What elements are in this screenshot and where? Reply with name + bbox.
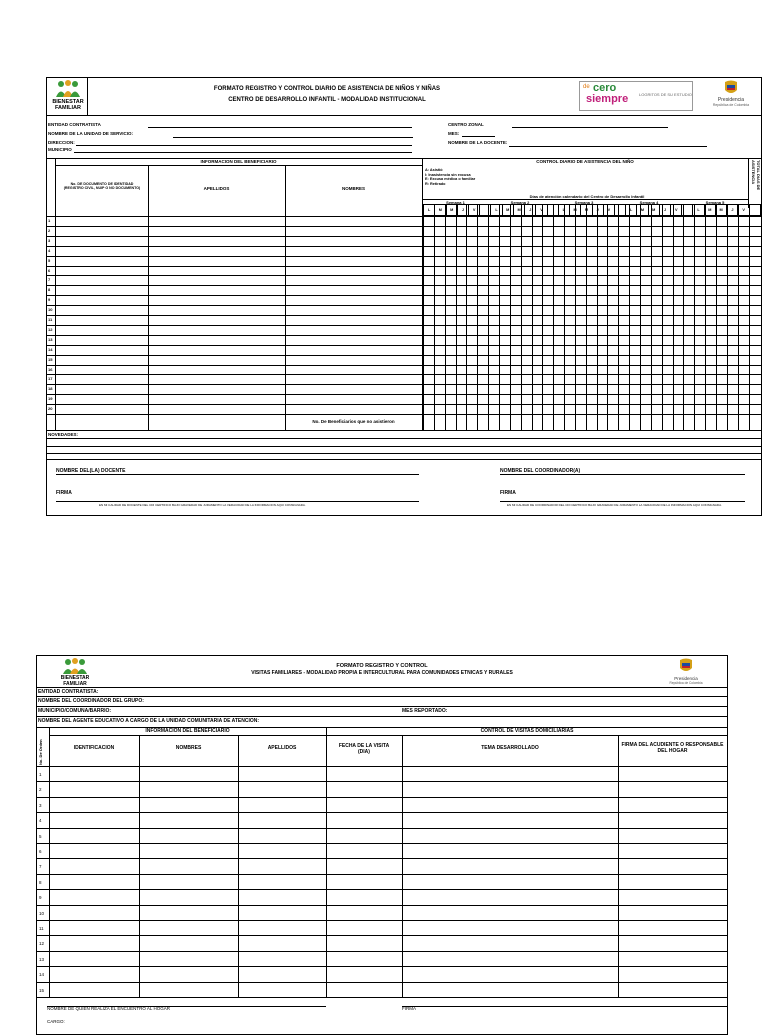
day-header-cell: V xyxy=(738,205,749,216)
logo-line-1: BIENESTAR xyxy=(52,99,84,105)
municipio-label: MUNICIPIO xyxy=(48,147,72,152)
row-number: 6 xyxy=(39,849,42,854)
coat-of-arms-icon xyxy=(702,80,760,96)
logo-line-2: FAMILIAR xyxy=(55,105,81,111)
day-column-divider xyxy=(586,204,587,430)
identificacion-header: IDENTIFICACION xyxy=(73,745,115,751)
row-number: 14 xyxy=(39,972,45,978)
day-header-cell: M xyxy=(502,205,513,216)
day-column-divider xyxy=(673,204,674,430)
row-number: 3 xyxy=(48,237,51,243)
presidencia-logo xyxy=(702,80,760,110)
day-column-divider xyxy=(445,204,446,430)
day-header-cell: L xyxy=(693,205,704,216)
day-column-divider xyxy=(749,204,750,430)
day-column-divider xyxy=(727,204,728,430)
beneficiary-row[interactable] xyxy=(56,216,422,226)
day-header-cell: J xyxy=(659,205,670,216)
day-spacer-cell xyxy=(480,205,491,216)
visit-row[interactable] xyxy=(50,843,726,858)
visit-row[interactable] xyxy=(50,889,726,904)
day-header-cell: J xyxy=(592,205,603,216)
row-number: 3 xyxy=(39,802,42,808)
visit-row[interactable] xyxy=(50,812,726,827)
nombres-header: NOMBRES xyxy=(175,745,202,751)
day-column-divider xyxy=(651,204,652,430)
attendance-legend xyxy=(425,168,475,186)
day-header-cell: M xyxy=(435,205,446,216)
row-number: 13 xyxy=(39,956,45,962)
day-header-cell: M xyxy=(637,205,648,216)
form-subtitle: VISITAS FAMILIARES - MODALIDAD PROPIA E INTERCULTURAL PARA COMUNIDADES ETNICAS Y RURALES xyxy=(251,670,513,676)
coordinador-signature-label: NOMBRE DEL COORDINADOR(A) xyxy=(500,468,581,474)
brand-siempre: siempre xyxy=(586,93,629,105)
icbf-logo xyxy=(50,80,86,112)
certificacion-coordinador: EN MI CALIDAD DE COORDINADOR DEL CDI CERTIFICO BAJO GRAVEDAD DE JURAMENTO LA VERACIDAD DE LA INFORMACION AQUI CONSIGNADA. xyxy=(507,503,722,507)
beneficiary-row[interactable] xyxy=(56,246,422,256)
row-number: 10 xyxy=(39,910,45,916)
beneficiary-row[interactable] xyxy=(56,236,422,246)
tema-header: TEMA DESARROLLADO xyxy=(481,745,539,751)
legend-item: I: Inasistencia sin excusa xyxy=(425,172,471,177)
day-column-divider xyxy=(510,204,511,430)
day-column-divider xyxy=(618,204,619,430)
row-number: 7 xyxy=(48,277,51,283)
day-header-cell: J xyxy=(457,205,468,216)
row-number: 16 xyxy=(48,366,53,372)
day-column-divider xyxy=(640,204,641,430)
day-column-divider xyxy=(694,204,695,430)
firma-label: FIRMA xyxy=(402,1006,416,1011)
visit-row[interactable] xyxy=(50,858,726,873)
day-column-divider xyxy=(607,204,608,430)
coordinador-signature-line[interactable] xyxy=(500,474,745,475)
row-divider xyxy=(37,997,727,998)
beneficiary-row[interactable] xyxy=(56,325,422,335)
day-column-divider xyxy=(477,204,478,430)
beneficiary-row[interactable] xyxy=(56,335,422,345)
beneficiary-row[interactable] xyxy=(56,355,422,365)
firma-coordinador-label: FIRMA xyxy=(500,490,516,496)
visit-row[interactable] xyxy=(50,781,726,796)
day-column-divider xyxy=(456,204,457,430)
row-number: 15 xyxy=(48,356,53,362)
day-column-divider xyxy=(466,204,467,430)
docente-signature-label: NOMBRE DEL(LA) DOCENTE xyxy=(56,468,126,474)
day-column-divider xyxy=(488,204,489,430)
municipio-label: MUNICIPIO/COMUNA/BARRIO: xyxy=(38,708,112,714)
day-header-row xyxy=(423,204,761,216)
presidencia-logo xyxy=(660,658,712,686)
row-number: 14 xyxy=(48,346,53,352)
mes-label: MES: xyxy=(448,131,460,136)
brand-cero: cero xyxy=(593,82,617,94)
beneficiary-row[interactable] xyxy=(56,275,422,285)
presidencia-subtitle: República de Colombia xyxy=(669,681,703,685)
day-header-cell: V xyxy=(603,205,614,216)
day-header-cell: M xyxy=(581,205,592,216)
brand-de: de xyxy=(583,84,590,90)
day-header-cell: V xyxy=(469,205,480,216)
day-header-cell: V xyxy=(536,205,547,216)
no-asistieron-label: No. De Beneficiarios que no asistieron xyxy=(312,419,395,424)
day-column-divider xyxy=(597,204,598,430)
doc-column-header: No. DE DOCUMENTO DE IDENTIDAD (REGISTRO CIVIL, NUIP O NO DOCUMENTO) xyxy=(63,182,141,190)
day-column-divider xyxy=(716,204,717,430)
firma-acudiente-header: FIRMA DEL ACUDIENTE O RESPONSABLE DEL HOGAR xyxy=(621,742,724,754)
week-label: Semana 3 xyxy=(574,200,594,205)
mes-reportado-label: MES REPORTADO: xyxy=(402,708,448,714)
centro-zonal-line[interactable] xyxy=(512,127,668,128)
row-number: 11 xyxy=(48,317,53,322)
control-diario-header: CONTROL DIARIO DE ASISTENCIA DEL NIÑO xyxy=(536,159,634,164)
row-number: 17 xyxy=(48,376,53,382)
municipio-line[interactable] xyxy=(74,152,412,153)
beneficiary-row[interactable] xyxy=(56,404,422,414)
day-spacer-cell xyxy=(749,205,760,216)
row-number: 5 xyxy=(39,833,42,839)
row-number: 6 xyxy=(48,267,51,273)
coordinador-label: NOMBRE DEL COORDINADOR DEL GRUPO: xyxy=(38,698,144,704)
day-column-divider xyxy=(683,204,684,430)
week-label: Semana 5 xyxy=(705,200,725,205)
beneficiary-row[interactable] xyxy=(56,315,422,325)
visit-row[interactable] xyxy=(50,920,726,935)
info-beneficiario-header: INFORMACION DEL BENEFICIARIO xyxy=(200,159,277,164)
day-header-cell: J xyxy=(525,205,536,216)
family-icon xyxy=(57,658,93,674)
day-header-cell: M xyxy=(569,205,580,216)
centro-zonal-label: CENTRO ZONAL xyxy=(448,122,484,127)
info-beneficiario-header: INFORMACION DEL BENEFICIARIO xyxy=(145,728,230,734)
beneficiary-row[interactable] xyxy=(56,305,422,315)
nombre-realiza-label: NOMBRE DE QUIEN REALIZA EL ENCUENTRO AL HOGAR xyxy=(47,1006,170,1011)
day-header-cell: M xyxy=(446,205,457,216)
row-number: 7 xyxy=(39,864,42,870)
home-visit-form xyxy=(36,655,728,1035)
visit-row[interactable] xyxy=(50,874,726,889)
nombres-column-header: NOMBRES xyxy=(341,186,365,191)
brand-tagline: LOGRITOS DE SU ESTUDIO xyxy=(639,92,692,97)
day-header-cell: M xyxy=(513,205,524,216)
day-column-divider xyxy=(434,204,435,430)
row-number: 1 xyxy=(39,772,42,777)
certificacion-docente: EN MI CALIDAD DE DOCENTE DEL CDI CERTIFICO BAJO GRAVEDAD DE JURAMENTO LA VERACIDAD DE LA INFORMACION AQUI CONSIGNADA. xyxy=(99,503,306,507)
week-label: Semana 1 xyxy=(446,200,465,205)
row-number: 1 xyxy=(48,218,51,223)
direccion-line[interactable] xyxy=(76,145,412,146)
entidad-label: ENTIDAD CONTRATISTA xyxy=(48,122,101,127)
row-number: 8 xyxy=(39,879,42,885)
row-number: 12 xyxy=(39,941,45,947)
firma-coordinador-line[interactable] xyxy=(500,501,745,502)
firma-docente-line[interactable] xyxy=(56,501,419,502)
visit-row[interactable] xyxy=(50,905,726,920)
agente-label: NOMBRE DEL AGENTE EDUCATIVO A CARGO DE LA UNIDAD COMUNITARIA DE ATENCION: xyxy=(38,718,260,724)
day-column-divider xyxy=(499,204,500,430)
day-column-divider xyxy=(705,204,706,430)
visit-row[interactable] xyxy=(50,828,726,843)
row-number: 2 xyxy=(48,227,51,233)
day-spacer-cell xyxy=(615,205,626,216)
beneficiary-row[interactable] xyxy=(56,295,422,305)
visit-row[interactable] xyxy=(50,966,726,981)
day-column-divider xyxy=(575,204,576,430)
beneficiary-row[interactable] xyxy=(56,365,422,375)
icbf-logo xyxy=(57,658,93,690)
total-dias-header: TOTAL DIAS DE ASISTENCIA xyxy=(751,160,761,191)
day-header-cell: L xyxy=(626,205,637,216)
row-number: 4 xyxy=(48,247,51,253)
unidad-line[interactable] xyxy=(173,137,413,138)
form-subtitle: CENTRO DE DESARROLLO INFANTIL - MODALIDAD INSTITUCIONAL xyxy=(228,97,426,103)
row-number: 9 xyxy=(48,297,51,303)
cargo-label: CARGO: xyxy=(47,1019,65,1024)
visit-row[interactable] xyxy=(50,766,726,781)
apellidos-column-header: APELLIDOS xyxy=(203,186,230,191)
beneficiary-row[interactable] xyxy=(56,256,422,266)
beneficiary-row[interactable] xyxy=(56,345,422,355)
day-column-divider xyxy=(521,204,522,430)
presidencia-subtitle: República de Colombia xyxy=(712,103,750,107)
day-column-divider xyxy=(532,204,533,430)
docente-signature-line[interactable] xyxy=(56,474,419,475)
row-number: 10 xyxy=(48,307,53,313)
visit-row[interactable] xyxy=(50,951,726,966)
beneficiary-row[interactable] xyxy=(56,374,422,384)
day-header-cell: M xyxy=(704,205,715,216)
row-number: 20 xyxy=(48,406,53,412)
legend-item: A: Asistió xyxy=(425,168,443,172)
apellidos-header: APELLIDOS xyxy=(267,745,297,751)
day-header-cell: V xyxy=(671,205,682,216)
logo-line-2: FAMILIAR xyxy=(63,680,87,687)
fecha-visita-header: FECHA DE LA VISITA (DIA) xyxy=(338,743,390,755)
entidad-line[interactable] xyxy=(148,127,412,128)
logo-line-1: BIENESTAR xyxy=(60,675,90,681)
control-visitas-header: CONTROL DE VISITAS DOMICILIARIAS xyxy=(480,728,574,734)
docente-label: NOMBRE DE LA DOCENTE: xyxy=(448,140,508,145)
presidencia-title: Presidencia xyxy=(674,676,698,681)
row-number: 2 xyxy=(39,787,42,793)
day-column-divider xyxy=(423,204,424,430)
day-header-cell: M xyxy=(715,205,726,216)
row-number: 11 xyxy=(39,926,44,931)
docente-line[interactable] xyxy=(509,146,707,147)
row-number: 9 xyxy=(39,895,42,901)
row-number: 4 xyxy=(39,818,42,824)
family-icon xyxy=(50,80,86,98)
beneficiary-row[interactable] xyxy=(56,226,422,236)
row-number: 18 xyxy=(48,386,53,392)
legend-item: R: Retirado xyxy=(425,181,446,186)
de-cero-a-siempre-logo xyxy=(579,81,693,111)
nombre-realiza-line[interactable] xyxy=(47,1006,326,1007)
form-title: FORMATO REGISTRO Y CONTROL xyxy=(336,663,428,669)
firma-docente-label: FIRMA xyxy=(56,490,72,496)
legend-item: E: Excusa médica o familiar xyxy=(425,177,476,181)
beneficiary-row[interactable] xyxy=(56,285,422,295)
week-label: Semana 2 xyxy=(510,200,530,205)
row-number: 12 xyxy=(48,326,53,332)
visit-row[interactable] xyxy=(50,935,726,950)
form-title: FORMATO REGISTRO Y CONTROL DIARIO DE ASISTENCIA DE NIÑOS Y NIÑAS xyxy=(213,86,441,92)
novedades-label: NOVEDADES: xyxy=(48,432,79,437)
beneficiary-row[interactable] xyxy=(56,384,422,394)
row-number: 19 xyxy=(48,396,53,402)
day-column-divider xyxy=(738,204,739,430)
day-column-divider xyxy=(564,204,565,430)
beneficiary-row[interactable] xyxy=(56,394,422,404)
orden-header: No. De Orden xyxy=(38,739,43,765)
day-header-cell: M xyxy=(648,205,659,216)
firma-line[interactable] xyxy=(402,1006,727,1007)
direccion-label: DIRECCION: xyxy=(48,140,75,145)
row-number: 5 xyxy=(48,257,51,263)
day-header-cell: L xyxy=(491,205,502,216)
day-column-divider xyxy=(629,204,630,430)
unidad-label: NOMBRE DE LA UNIDAD DE SERVICIO: xyxy=(48,131,134,136)
row-divider xyxy=(47,414,761,415)
day-header-cell: L xyxy=(558,205,569,216)
row-number: 8 xyxy=(48,287,51,293)
visit-row[interactable] xyxy=(50,797,726,812)
coat-of-arms-icon xyxy=(660,658,712,674)
day-column-divider xyxy=(662,204,663,430)
attendance-form xyxy=(46,77,762,516)
entidad-label: ENTIDAD CONTRATISTA: xyxy=(38,689,99,695)
row-number: 15 xyxy=(39,987,45,993)
dias-header: Días de atención calendario del Centro de Desarrollo Infantil xyxy=(529,194,645,199)
row-number: 13 xyxy=(48,336,53,342)
day-column-divider xyxy=(542,204,543,430)
presidencia-title: Presidencia xyxy=(717,97,745,103)
beneficiary-row[interactable] xyxy=(56,266,422,276)
day-column-divider xyxy=(553,204,554,430)
mes-line[interactable] xyxy=(462,136,495,137)
day-header-cell: L xyxy=(424,205,435,216)
week-label: Semana 4 xyxy=(639,200,659,205)
day-header-cell: J xyxy=(727,205,738,216)
visit-row[interactable] xyxy=(50,982,726,997)
